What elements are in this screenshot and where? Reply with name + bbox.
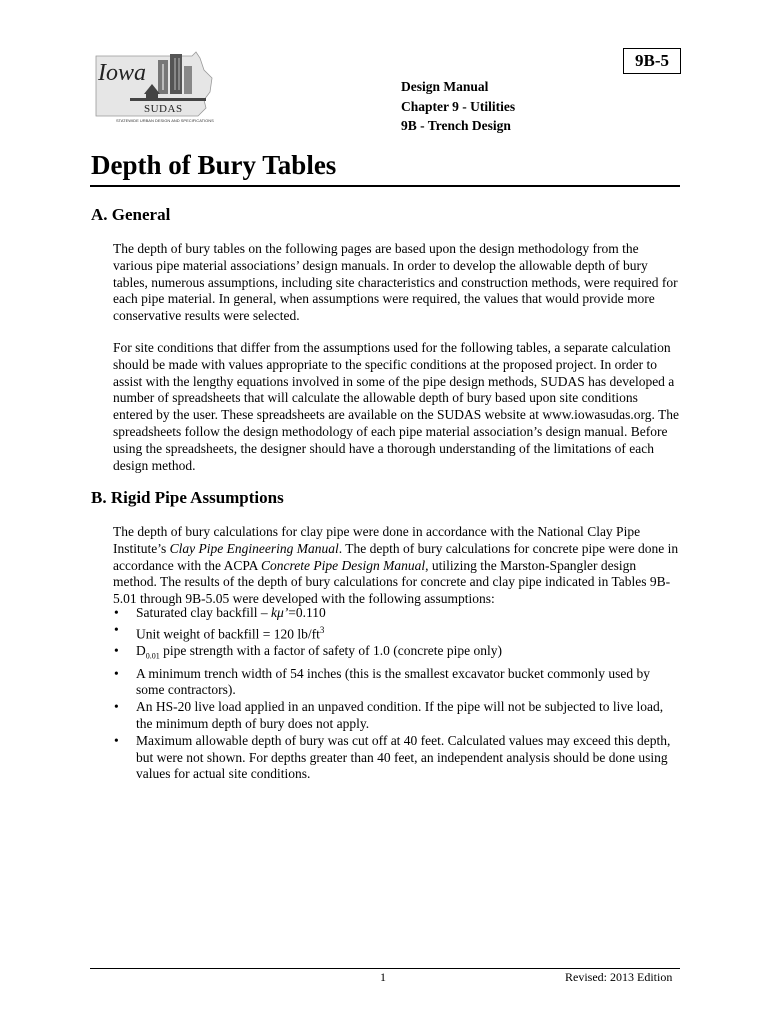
assumptions-list xyxy=(113,605,680,783)
soil-friction-symbol: kμ’ xyxy=(270,605,289,620)
page-number: 1 xyxy=(380,970,386,984)
concrete-pipe-manual-title: Concrete Pipe Design Manual xyxy=(260,557,426,573)
cubed-superscript: 3 xyxy=(319,624,325,635)
list-item xyxy=(113,622,680,643)
d-load-subscript: 0.01 xyxy=(145,651,160,661)
manual-name: Design Manual xyxy=(401,79,489,94)
bullet2-text: Unit weight of backfill = 120 lb/ft xyxy=(136,626,320,642)
bullet1-text: Saturated clay backfill – xyxy=(136,605,271,620)
title-rule xyxy=(90,185,680,187)
list-item xyxy=(113,643,680,665)
intro-text-3: , utilizing the Marston-Spangler design method. The results of the depth of bury calculations for concrete and clay pipe indicated in Tables 9B-5.01 through 9B-5.05 were developed with the following assumptions: xyxy=(113,557,671,607)
iowa-sudas-logo xyxy=(92,48,222,130)
general-heading: A. General xyxy=(91,205,171,224)
logo-tagline-text: STATEWIDE URBAN DESIGN AND SPECIFICATIONS xyxy=(116,118,214,123)
logo-script-text: Iowa xyxy=(98,60,146,86)
intro-text-2: . The depth of bury calculations for concrete pipe were done in accordance with the ACPA xyxy=(113,540,679,573)
rigid-pipe-heading: B. Rigid Pipe Assumptions xyxy=(91,488,284,507)
general-paragraph-2: For site conditions that differ from the assumptions used for the following tables, a separate calculation should be made with values appropriate to the specific conditions at the proposed project. In order to assist with the lengthy equations involved in some of the pipe design methods, SUDAS has developed a number of spreadsheets that will calculate the allowable depth of bury based upon site conditions entered by the user. These spreadsheets are available on the SUDAS website at www.iowasudas.org. The spreadsheets follow the design methodology of each pipe material association’s design manual. Before using the spreadsheets, the designer should have a thorough understanding of the limitations of each design method. xyxy=(113,340,679,473)
bullet3-text: D xyxy=(136,643,146,659)
list-item: • Maximum allowable depth of bury was cut off at 40 feet. Calculated values may exceed this depth, but were not shown. For depths greater than 40 feet, an independent analysis should be done using values for actual site conditions. xyxy=(113,733,680,783)
intro-text-1: The depth of bury calculations for clay pipe were done in accordance with the National Clay Pipe Institute’s xyxy=(113,524,641,556)
bullet3-rest: pipe strength with a factor of safety of 1.0 (concrete pipe only) xyxy=(159,643,503,659)
logo-name-text: SUDAS xyxy=(144,103,183,115)
list-item: • A minimum trench width of 54 inches (this is the smallest excavator bucket commonly used by some contractors). xyxy=(113,666,680,700)
chapter-name: Chapter 9 - Utilities xyxy=(401,98,516,114)
list-item xyxy=(113,605,680,622)
footer-rule xyxy=(90,968,680,969)
rigid-pipe-intro xyxy=(113,524,680,608)
bullet1-value: =0.110 xyxy=(288,605,326,620)
general-paragraph-1: The depth of bury tables on the following pages are based upon the design methodology from the various pipe material associations’ design manuals. In order to develop the allowable depth of bury tables, numerous assumptions, including site characteristics and construction methods, were required for each pipe material. In general, when assumptions were required, the values that would provide more conservative results were selected. xyxy=(113,241,678,324)
page-title: Depth of Bury Tables xyxy=(91,150,337,180)
document-header xyxy=(401,77,515,136)
section-number-badge: 9B-5 xyxy=(623,48,681,74)
clay-pipe-manual-title: Clay Pipe Engineering Manual xyxy=(169,540,339,556)
list-item: • An HS-20 live load applied in an unpaved condition. If the pipe will not be subjected to live load, the minimum depth of bury does not apply. xyxy=(113,699,680,733)
subchapter-name: 9B - Trench Design xyxy=(401,118,511,133)
revision-note: Revised: 2013 Edition xyxy=(565,970,673,984)
